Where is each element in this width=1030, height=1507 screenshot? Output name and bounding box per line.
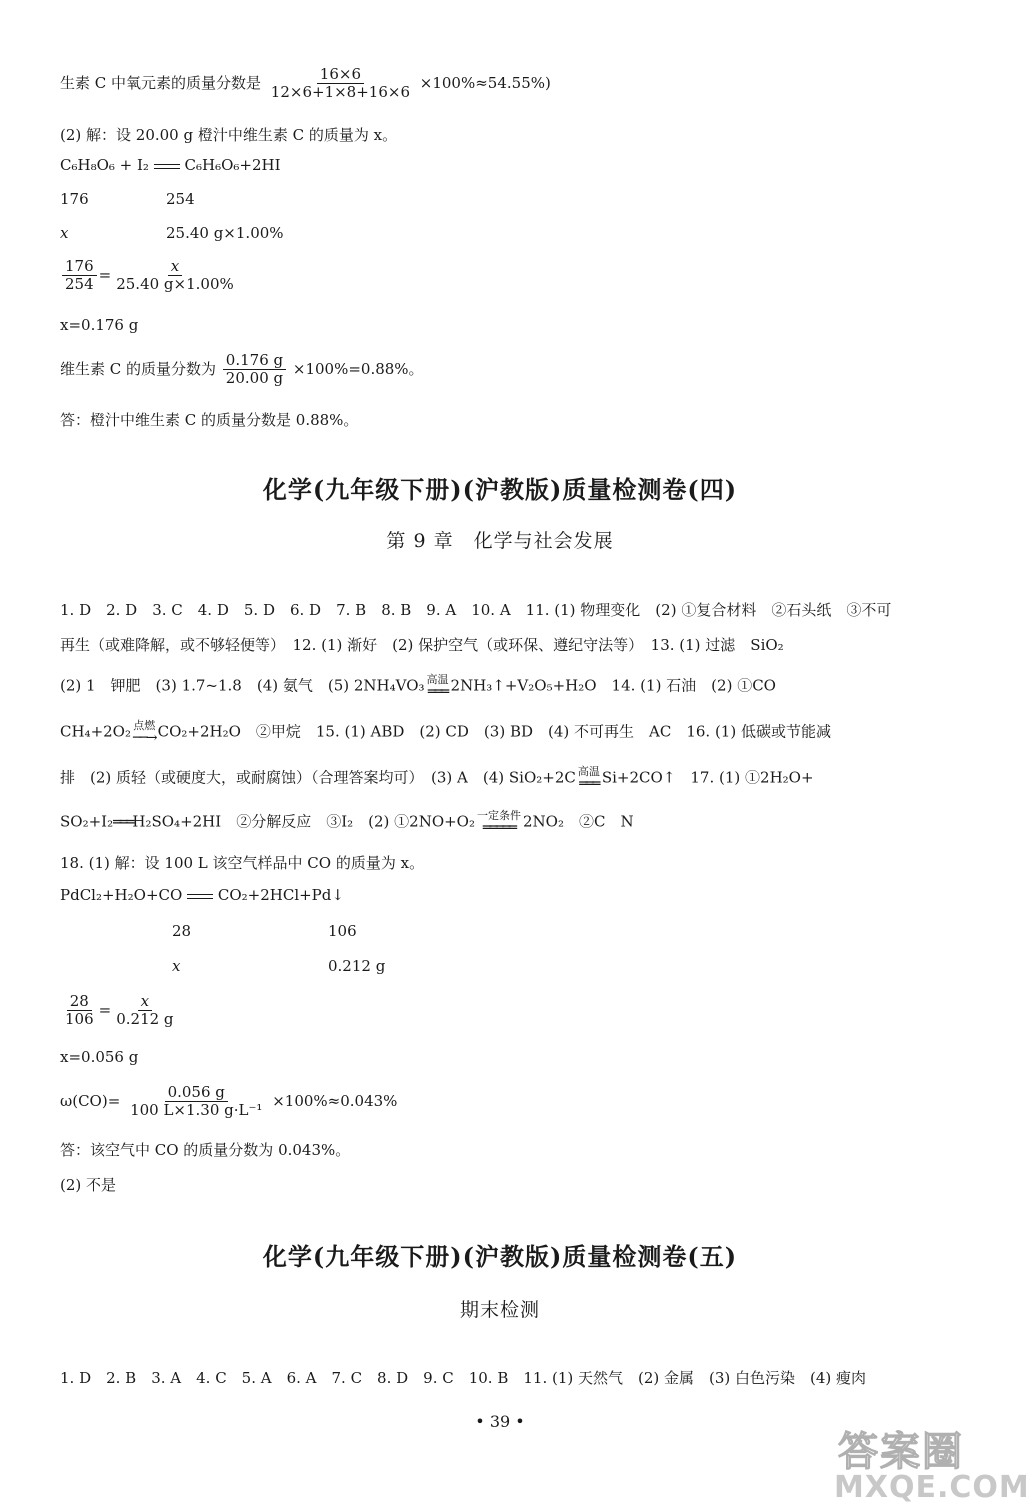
- ratio-row: 176: [60, 190, 89, 208]
- text: CO₂+2H₂O ②甲烷 15. (1) ABD (2) CD (3) BD (4) 不可再生 AC 16. (1) 低碳或节能减: [157, 722, 831, 741]
- answer-line: [60, 674, 776, 699]
- text: C₆H₆O₆+2HI: [184, 156, 281, 174]
- ratio-row: 254: [166, 190, 195, 208]
- numerator: x: [168, 258, 182, 276]
- text: PdCl₂+H₂O+CO: [60, 886, 183, 904]
- text: CO₂+2HCl+Pd↓: [217, 886, 344, 904]
- double-line: ═════: [482, 820, 516, 836]
- answer-line: [60, 766, 814, 791]
- text: ω(CO)=: [60, 1091, 121, 1110]
- section-subtitle: 第 9 章 化学与社会发展: [386, 530, 614, 552]
- unknown-row: x: [60, 224, 69, 242]
- text: ×100%=0.88%。: [292, 359, 424, 378]
- denominator: 0.212 g: [116, 1010, 174, 1029]
- answer-line: [60, 810, 634, 835]
- fraction: [62, 993, 97, 1029]
- solution-intro: (2) 解：设 20.00 g 橙汁中维生素 C 的质量为 x。: [60, 126, 398, 144]
- condition-label: 高温: [577, 765, 600, 778]
- text: 维生素 C 的质量分数为: [60, 359, 217, 378]
- unknown-row: 25.40 g×1.00%: [166, 224, 284, 242]
- double-line: [154, 164, 180, 169]
- ratio-row: 106: [328, 922, 357, 940]
- fraction: [268, 66, 413, 102]
- text: 排 (2) 质轻（或硬度大，或耐腐蚀）（合理答案均可） (3) A (4) SiO₂+2C: [60, 768, 576, 787]
- denominator: 25.40 g×1.00%: [116, 275, 234, 294]
- answer-line: [60, 720, 831, 745]
- answer: (2) 不是: [60, 1176, 117, 1194]
- numerator: 0.056 g: [165, 1084, 228, 1102]
- text: 2NO₂ ②C N: [523, 812, 634, 831]
- fraction: [223, 352, 286, 388]
- text: C₆H₈O₆ + I₂: [60, 156, 149, 174]
- reaction-equation: [60, 156, 281, 174]
- fraction: [127, 1084, 265, 1120]
- double-line: ═══: [579, 776, 599, 792]
- answer: 答：该空气中 CO 的质量分数为 0.043%。: [60, 1141, 351, 1159]
- denominator: 20.00 g: [225, 369, 284, 388]
- solution-intro: 18. (1) 解：设 100 L 该空气样品中 CO 的质量为 x。: [60, 854, 425, 872]
- proportion: [60, 258, 239, 294]
- double-line: ═══: [427, 684, 448, 700]
- mass-fraction-line: [60, 352, 424, 388]
- fraction: [113, 258, 237, 294]
- denominator: 254: [65, 275, 94, 294]
- text: =: [98, 1000, 112, 1019]
- denominator: 106: [65, 1010, 94, 1029]
- section-title: 化学(九年级下册)(沪教版)质量检测卷(五): [262, 1242, 738, 1271]
- numerator: x: [138, 993, 152, 1011]
- condition-label: 一定条件: [477, 809, 521, 822]
- numerator: 16×6: [317, 66, 364, 84]
- watermark-text: MXQE.COM: [834, 1470, 1030, 1505]
- condition-label: 高温: [426, 673, 449, 686]
- numerator: 0.176 g: [223, 352, 286, 370]
- numerator: 28: [67, 993, 92, 1011]
- reaction-equation: [60, 886, 344, 904]
- text: 2NH₃↑+V₂O₅+H₂O 14. (1) 石油 (2) ①CO: [450, 676, 776, 695]
- watermark-logo: [832, 1420, 1030, 1505]
- reaction-condition: [578, 766, 600, 791]
- page-number: • 39 •: [475, 1412, 525, 1431]
- text: =: [98, 265, 112, 284]
- unknown-row: x: [172, 957, 181, 975]
- arrow: ──→: [133, 730, 156, 746]
- ratio-row: 28: [172, 922, 192, 940]
- proportion: [60, 993, 179, 1029]
- answer-line: 1. D 2. D 3. C 4. D 5. D 6. D 7. B 8. B 9. A 10. A 11. (1) 物理变化 (2) ①复合材料 ②石头纸 ③不可: [60, 601, 892, 619]
- text: ×100%≈54.55%): [419, 73, 551, 92]
- reaction-condition: [477, 810, 521, 835]
- watermark-text: 答案圈: [838, 1429, 964, 1475]
- oxygen-fraction-line: [60, 66, 551, 102]
- numerator: 176: [62, 258, 97, 276]
- reaction-condition: [427, 674, 449, 699]
- text: (2) 1 钾肥 (3) 1.7~1.8 (4) 氨气 (5) 2NH₄VO₃: [60, 676, 425, 695]
- text: CH₄+2O₂: [60, 722, 131, 741]
- result: x=0.176 g: [60, 316, 139, 334]
- double-line: ═══: [113, 814, 133, 831]
- fraction: [62, 258, 97, 294]
- text: SO₂+I₂: [60, 812, 114, 831]
- text: 生素 C 中氧元素的质量分数是: [60, 73, 262, 92]
- condition-label: 点燃: [133, 719, 156, 732]
- double-line: [187, 894, 213, 899]
- denominator: 100 L×1.30 g·L⁻¹: [130, 1101, 263, 1120]
- unknown-row: 0.212 g: [328, 957, 386, 975]
- text: H₂SO₄+2HI ②分解反应 ③I₂ (2) ①2NO+O₂: [132, 812, 475, 831]
- co-fraction-line: [60, 1084, 397, 1120]
- fraction: [113, 993, 176, 1029]
- answer: 答：橙汁中维生素 C 的质量分数是 0.88%。: [60, 411, 359, 429]
- section-subtitle: 期末检测: [459, 1299, 540, 1321]
- result: x=0.056 g: [60, 1048, 139, 1066]
- reaction-condition: [133, 720, 156, 745]
- denominator: 12×6+1×8+16×6: [270, 83, 410, 102]
- answer-line: 再生（或难降解，或不够轻便等） 12. (1) 渐好 (2) 保护空气（或环保、遵纪守法等） 13. (1) 过滤 SiO₂: [60, 636, 784, 654]
- section-title: 化学(九年级下册)(沪教版)质量检测卷(四): [262, 475, 738, 504]
- text: Si+2CO↑ 17. (1) ①2H₂O+: [601, 768, 814, 787]
- text: ×100%≈0.043%: [272, 1091, 398, 1110]
- answer-line: 1. D 2. B 3. A 4. C 5. A 6. A 7. C 8. D 9. C 10. B 11. (1) 天然气 (2) 金属 (3) 白色污染 (4) 瘦肉: [60, 1369, 867, 1387]
